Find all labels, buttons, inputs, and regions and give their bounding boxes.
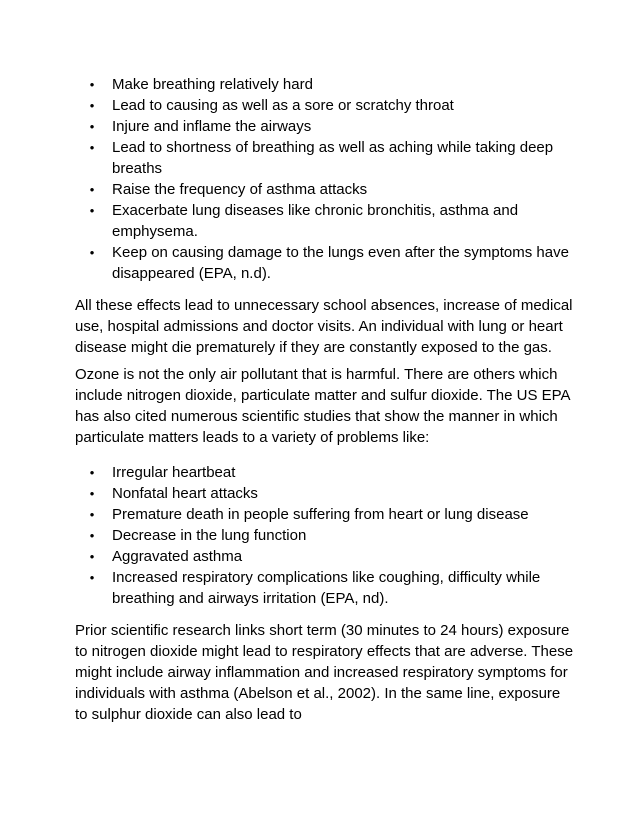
list-item-text: Irregular heartbeat xyxy=(112,464,236,481)
list-item-text: Injure and inflame the airways xyxy=(112,118,312,135)
bullet-icon: • xyxy=(89,507,95,522)
bullet-icon: • xyxy=(89,245,95,260)
bullet-icon: • xyxy=(89,570,95,585)
list-item xyxy=(75,116,575,137)
list-item xyxy=(75,462,575,483)
list-item-text: Exacerbate lung diseases like chronic bronchitis, asthma and emphysema. xyxy=(112,202,519,240)
list-item xyxy=(75,504,575,525)
list-item-text: Lead to shortness of breathing as well as aching while taking deep breaths xyxy=(112,139,554,177)
list-item-text: Premature death in people suffering from heart or lung disease xyxy=(112,506,529,523)
bullet-icon: • xyxy=(89,182,95,197)
list-item xyxy=(75,525,575,546)
list-item xyxy=(75,137,575,179)
list-item xyxy=(75,546,575,567)
paragraph-nitrogen-dioxide: Prior scientific research links short term (30 minutes to 24 hours) exposure to nitrogen dioxide might lead to respiratory effects that are adverse. These might include airway inflammation and increased respiratory symptoms for individuals with asthma (Abelson et al., 2002). In the same line, exposure to sulphur dioxide can also lead to xyxy=(75,622,574,723)
list-item-text: Make breathing relatively hard xyxy=(112,76,313,93)
list-item-text: Lead to causing as well as a sore or scratchy throat xyxy=(112,97,454,114)
bullet-icon: • xyxy=(89,119,95,134)
bullet-icon: • xyxy=(89,98,95,113)
list-item-text: Nonfatal heart attacks xyxy=(112,485,258,502)
bullet-icon: • xyxy=(89,549,95,564)
paragraph-other-pollutants: Ozone is not the only air pollutant that is harmful. There are others which include nitrogen dioxide, particulate matter and sulfur dioxide. The US EPA has also cited numerous scientific studies that show the manner in which particulate matters leads to a variety of problems like: xyxy=(75,366,570,446)
list-item xyxy=(75,567,575,609)
document-page xyxy=(75,74,575,731)
list-item xyxy=(75,95,575,116)
bullet-icon: • xyxy=(89,77,95,92)
bullet-icon: • xyxy=(89,528,95,543)
list-item xyxy=(75,74,575,95)
paragraph-effects-summary: All these effects lead to unnecessary school absences, increase of medical use, hospital admissions and doctor visits. An individual with lung or heart disease might die prematurely if they are constantly exposed to the gas. xyxy=(75,297,573,356)
list-item-text: Keep on causing damage to the lungs even after the symptoms have disappeared (EPA, n.d). xyxy=(112,244,569,282)
list-item xyxy=(75,483,575,504)
effects-bullet-list xyxy=(75,74,575,284)
list-item-text: Aggravated asthma xyxy=(112,548,243,565)
list-item-text: Decrease in the lung function xyxy=(112,527,307,544)
list-item xyxy=(75,179,575,200)
list-item xyxy=(75,200,575,242)
list-item-text: Raise the frequency of asthma attacks xyxy=(112,181,368,198)
list-item xyxy=(75,242,575,284)
list-item-text: Increased respiratory complications like coughing, difficulty while breathing and airways irritation (EPA, nd). xyxy=(112,569,541,607)
bullet-icon: • xyxy=(89,486,95,501)
bullet-icon: • xyxy=(89,140,95,155)
bullet-icon: • xyxy=(89,465,95,480)
bullet-icon: • xyxy=(89,203,95,218)
particulate-problems-bullet-list xyxy=(75,462,575,609)
